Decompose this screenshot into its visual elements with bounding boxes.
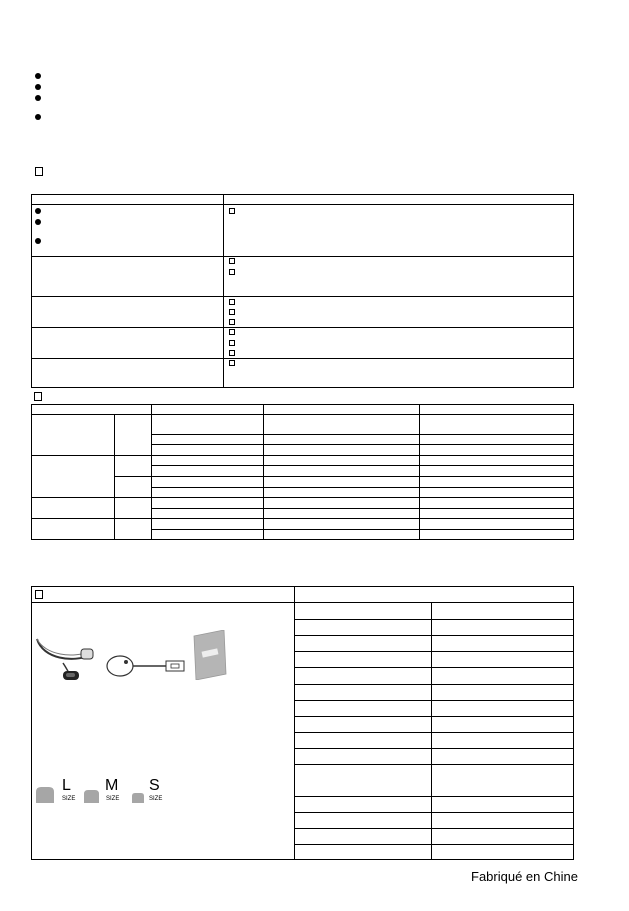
- manual-card-icon: [192, 630, 228, 680]
- section-marker-icon: [35, 167, 43, 176]
- checkbox-icon: [229, 350, 235, 356]
- ear-tip-icon: [83, 789, 100, 803]
- bone-conduction-headphone-icon: [33, 633, 99, 683]
- checkbox-icon: [229, 360, 235, 366]
- ear-tip-icon: [131, 792, 145, 803]
- bullet-dot-icon: [35, 95, 41, 101]
- checkbox-icon: [229, 319, 235, 325]
- section-marker-icon: [35, 590, 43, 599]
- bullet-dot-icon: [35, 84, 41, 90]
- made-in-label: Fabriqué en Chine: [471, 869, 578, 884]
- size-label-medium: M: [105, 777, 119, 794]
- bullet-dot-icon: [35, 73, 41, 79]
- bullet-dot-icon: [35, 238, 41, 244]
- bullet-dot-icon: [35, 208, 41, 214]
- section-marker-icon: [34, 392, 42, 401]
- bullet-dot-icon: [35, 114, 41, 120]
- ear-tip-icon: [35, 786, 55, 803]
- checkbox-icon: [229, 208, 235, 214]
- checkbox-icon: [229, 340, 235, 346]
- size-label-small: S: [149, 777, 160, 794]
- checkbox-icon: [229, 299, 235, 305]
- checkbox-icon: [229, 309, 235, 315]
- size-label-large: L: [62, 777, 71, 794]
- checkbox-icon: [229, 269, 235, 275]
- usb-charging-cable-icon: [104, 652, 186, 680]
- size-suffix: SIZE: [149, 796, 163, 802]
- bullet-dot-icon: [35, 219, 41, 225]
- checkbox-icon: [229, 258, 235, 264]
- size-suffix: SIZE: [106, 796, 120, 802]
- size-suffix: SIZE: [62, 796, 76, 802]
- checkbox-icon: [229, 329, 235, 335]
